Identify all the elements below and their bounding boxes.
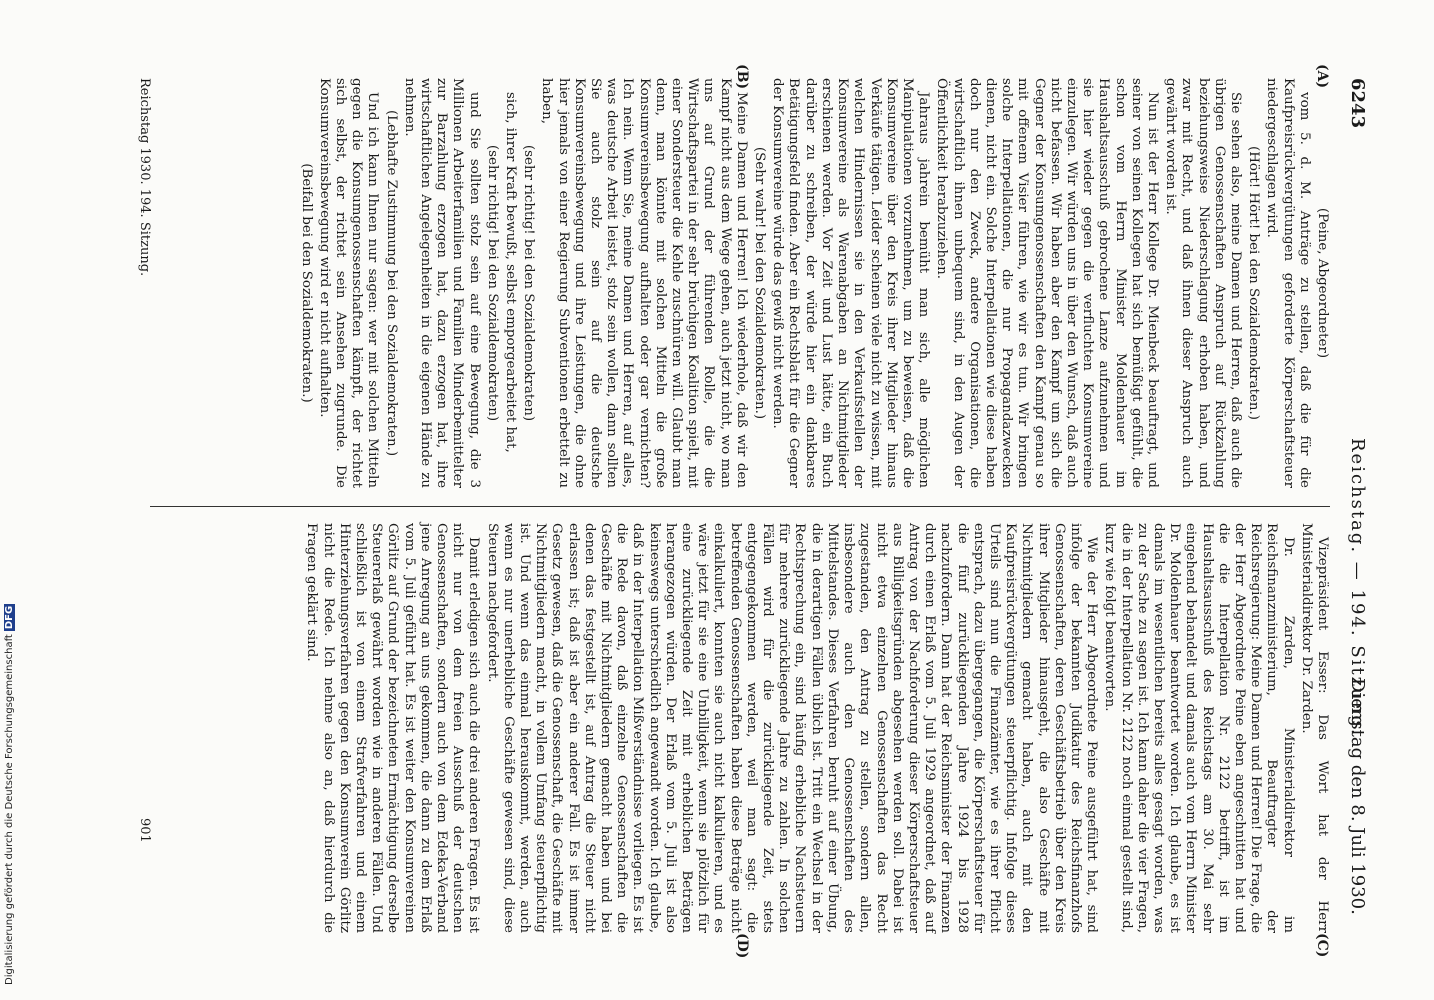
session-date: Dienstag den 8. Juli 1930. [1347,678,1368,915]
column-divider [150,506,1330,507]
page-header [1344,78,1370,918]
interjection: (Lebhafte Zustimmung bei den Sozialdemokraten.) [383,109,399,457]
paragraph: Dr. Zarden, Ministerialdirektor im Reichsfinanzministerium, Beauftragter der Reichsregierung: Meine Damen und Herren! Die Frage, die der Herr Abgeordnete Peine eben angeschnitten hat und die die Interpellation Nr. 2122 betrifft, ist im Haushaltsausschuß des Reichstags am 30. Mai sehr eingehend behandelt und damals auch vom Herrn Minister Dr. Moldenhauer beantwortet worden. Ich glaube, es ist damals im wesentlichen bereits alles gesagt worden, was zu der Sache zu sagen ist. Ich kann daher die vier Fragen, die in der Interpellation Nr. 2122 noch einmal gestellt sind, kurz wie folgt beantworten. [1102,523,1296,933]
margin-mark-c: (C) [1314,933,1330,958]
paragraph: sich, ihrer Kraft bewußt, selbst emporgearbeitet hat, [503,92,519,453]
paragraph: Nun ist der Herr Kollege Dr. Mienbeck beauftragt, und seiner von seinen Kollegen hat sich bemüßigt gefühlt, die schon vom Herrn Minister Moldenhauer im Haushaltsausschuß gebrochene Lanze aufzunehmen und sie hier wieder gegen die verfluchten Konsumvereine einzulegen. Wir würden uns in über den Wunsch, daß auch nicht befassen. Wir haben aber den Kampf um sich die Gegner der Konsumgenossenschaften den Kampf genau so mit offenem Visier führen, wie wir es tun. Wir bringen solche Interpellationen, die nur Propagandazwecken dienen, nicht ein. Solche Interpellationen wie diese haben doch nur den Zweck, andere Organisationen, die wirtschaftlich ihnen unbequem sind, in den Augen der Öffentlichkeit herabzuziehen. [934,78,1160,488]
paragraph: Jahraus jahrein bemüht man sich, alle möglichen Manipulationen vorzunehmen, um zu beweisen, daß die Konsumvereine über den Kreis ihrer Mitglieder hinaus Verkäufe tätigen. Leider scheinen viele nicht zu wissen, mit welchen Hindernissen sie in den Verkaufsstellen der Konsumvereine als Warenabgaben an Nichtmitglieder erschienen werden. Vor Zeit und Lust hätte, ein Buch darüber zu schreiben, der würde hier ein dankbares Betätigungsfeld finden. Aber ein Rechtsblatt für die Gegner der Konsumvereine würde das gewiß nicht werden. [770,78,932,488]
paragraph: Wie der Herr Abgeordnete Peine ausgeführt hat, sind infolge der bekannten Judikatur des Reichsfinanzhofs Genossenschaften, deren Geschäftsbetrieb über den Kreis ihrer Mitglieder hinausgeht, die also Geschäfte mit Nichtmitgliedern gemacht haben, auch mit den Kaufpreisrückvergütungen steuerpflichtig. Infolge dieses Urteils sind nun die Finanzämter, wie es ihrer Pflicht entsprach, dazu übergegangen, die Körperschaftsteuer für die fünf zurückliegenden Jahre 1924 bis 1928 nachzufordern. Dann hat der Reichsminister der Finanzen durch einen Erlaß vom 5. Juli 1929 angeordnet, daß auf Antrag von der Nachforderung dieser Körperschaftsteuer aus Billigkeitsgründen abgesehen werden soll. Dabei ist nicht etwa einzelnen Genossenschaften das Recht zugestanden, den Antrag zu stellen, sondern allen, insbesondere auch den Genossenschaften des Mittelstandes. Dieses Verfahren beruht auf einer Übung, die in derartigen Fällen üblich ist. Tritt ein Wechsel in der Rechtsprechung ein, sind häufig erhebliche Nachsteuern für mehrere zurückliegende Jahre zu zahlen. In solchen Fällen wird für die zurückliegende Zeit, stets entgegengekommen werden, weil man sagt: die betreffenden Genossenschaften haben diese Beträge nicht einkalkuliert, konnten sie auch nicht kalkulieren, und es wäre jetzt für sie eine Unbilligkeit, wenn sie plötzlich für eine zurückliegende Zeit mit erheblichen Beträgen herangezogen würden. Der Erlaß vom 5. Juli ist also keineswegs unterschiedlich angewandt worden. Ich glaube, daß in der Interpellation Mißverständnisse vorliegen. Es ist die Rede davon, daß einzelne Genossenschaften die Geschäfte mit Nichtmitgliedern gemacht haben und bei denen das festgestellt ist, auf Antrag die Steuer nicht erlassen ist; daß ist aber ein anderer Fall. Es ist immer Gesetz gewesen, daß die Genossenschaft, die Geschäfte mit Nichtmitgliedern macht, in vollem Umfang steuerpflichtig ist. Und wenn das einmal herauskommt, werden, auch wenn es nur unerhebliche Geschäfte gewesen sind, diese Steuern nachgefordert. [484,523,1100,933]
paragraph: Sie sehen also, meine Damen und Herren, daß auch die übrigen Genossenschaften Anspruch auf Rückzahlung beziehungsweise Niederschlagung erhoben haben, und zwar mit Recht, und daß ihnen dieser Anspruch auch gewährt worden ist. [1163,78,1243,488]
speaker-label: (Peine, Abgeordneter) [1315,207,1330,359]
interjection: (sehr richtig! bei den Sozialdemokraten) [521,144,537,422]
dfg-logo: DFG [4,605,15,630]
interjection: (Sehr wahr! bei den Sozialdemokraten.) [752,146,768,420]
interjection: (sehr richtig! bei den Sozialdemokraten) [484,144,500,422]
paragraph: Und ich kann Ihnen nur sagen: wer mit solchen Mitteln gegen die Konsumgenossenschaften kämpft, der richtet sich selbst, der richtet sein Ansehen zugrunde. Die Konsumvereinsbewegung wird er nicht aufhalten. [316,78,381,488]
paragraph: Meine Damen und Herren! Ich wiederhole, daß wir den Kampf nicht aus dem Wege gehen, auch jetzt nicht, wo man uns auf Grund der führenden Rolle, die die Wirtschaftspartei in der sehr brüchigen Koalition spielt, mit einer Sondersteuer die Kehle zuschnüren will. Glaubt man denn, man könnte mit solchen Mitteln die große Konsumvereinsbewegung aufhalten oder gar vernichten? Ich nein. Wenn Sie, meine Damen und Herren, auf alles, was deutsche Arbeit leistet, stolz sein wollen, dann sollten Sie auch stolz sein auf die deutsche Konsumvereinsbewegung und ihre Leistungen, die ohne hier jemals von einer Regierung Subventionen erbettelt zu haben, [539,78,749,488]
interjection: (Hört! Hört! bei den Sozialdemokraten.) [1246,146,1262,420]
margin-mark-d: (D) [734,933,750,959]
margin-mark-b: (B) [734,64,750,90]
digitization-note [4,0,15,985]
paragraph: Vizepräsident Esser: Das Wort hat der Herr Ministerialdirektor Dr. Zarden. [1298,523,1330,933]
left-column [295,78,1330,488]
footer-page: 901 [137,818,152,843]
page-number: 6243 [1347,78,1368,129]
digitization-text: Digitalisierung gefördert durch die Deutsche Forschungsgemeinschaft [4,634,15,985]
paragraph: Damit erledigen sich auch die drei anderen Fragen. Es ist nicht nur von dem freien Ausschuß der deutschen Genossenschaften, sondern auch von dem Edeka-Verband jene Anregung an uns gekommen, die dann zu dem Erlaß vom 5. Juli geführt hat. Es ist weiter den Konsumvereinen Görlitz auf Grund der bezeichneten Ermächtigung derselbe Steuererlaß gewährt worden wie in anderen Fällen. Und schließlich ist von einem Strafverfahren und einem Hinterziehungsverfahren gegen den Konsumverein Görlitz nicht die Rede. Ich nehme also an, daß hierdurch die Fragen geklärt sind. [304,523,482,933]
paragraph: und Sie sollten stolz sein auf eine Bewegung, die 3 Millionen Arbeiterfamilien und Familien Minderbemittelter zur Barzahlung erzogen hat, dazu erzogen hat, ihre wirtschaftlichen Angelegenheiten in die eigenen Hände zu nehmen. [401,78,482,488]
page-title: Reichstag. — 194. Sitzung. [1347,438,1368,737]
margin-mark-a: (A) [1314,64,1330,89]
right-column [301,523,1330,933]
paragraph: vom 5. d. M. Anträge zu stellen, daß die für die Kaufpreisrückvergütungen geforderte Körperschaftsteuer niedergeschlagen wird. [1264,78,1312,488]
rotated-page-content [100,64,1370,959]
footer-session: Reichstag 1930. 194. Sitzung. [137,78,152,277]
interjection: (Beifall bei den Sozialdemokraten.) [298,163,314,403]
